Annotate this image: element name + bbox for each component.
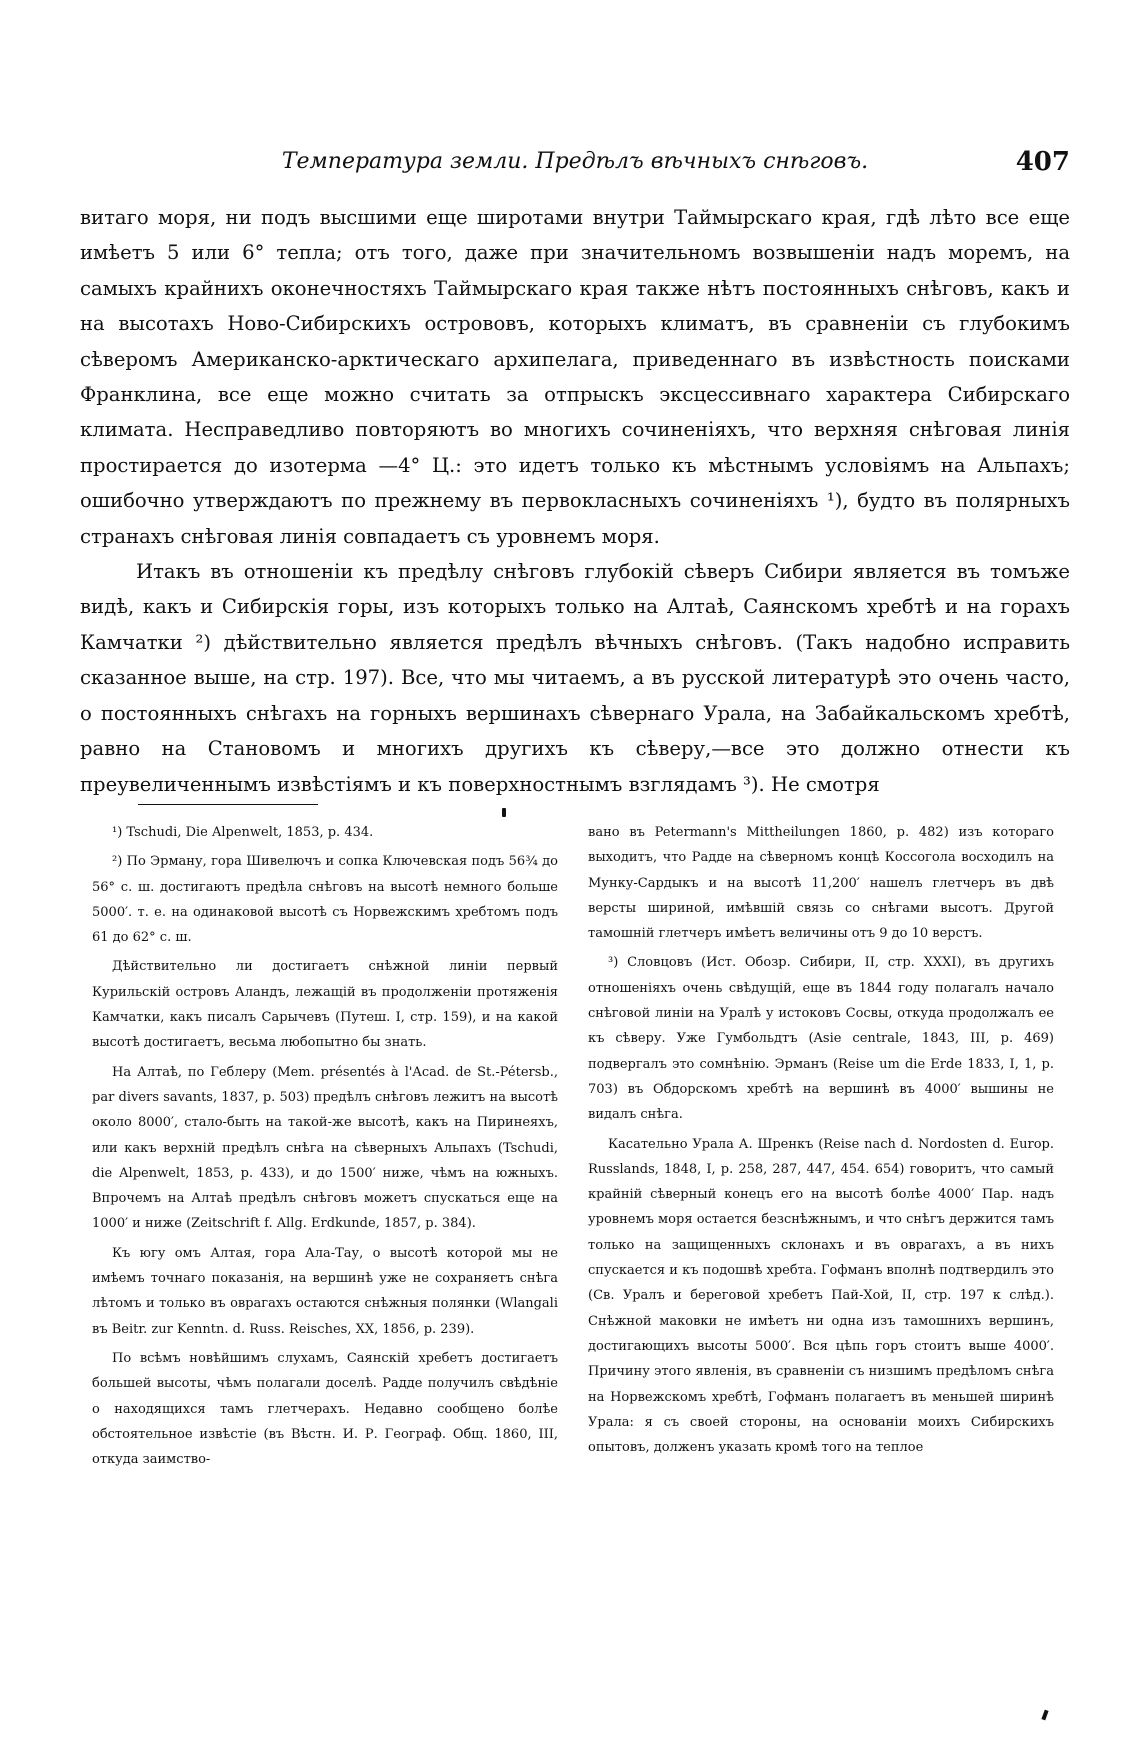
running-title: Температура земли. Предѣлъ вѣчныхъ снѣговъ. <box>281 149 869 174</box>
footnote-paragraph: По всѣмъ новѣйшимъ слухамъ, Саянскій хребетъ достигаетъ большей высоты, чѣмъ полагали доселѣ. Радде получилъ свѣдѣніе о находящихся тамъ глетчерахъ. Недавно сообщено болѣе обстоятельное извѣстіе (въ Вѣстн. И. Р. Географ. Общ. 1860, III, откуда заимство- <box>92 1350 558 1468</box>
footnote-2: ²) По Эрману, гора Шивелючъ и сопка Ключевская подъ 56¾ до 56° с. ш. достигаютъ предѣла снѣговъ на высотѣ немного больше 5000′. т. е. на одинаковой высотѣ съ Норвежскимъ хребтомъ подъ 61 до 62° с. ш. <box>92 854 558 946</box>
footnote-1: ¹) Tschudi, Die Alpenwelt, 1853, p. 434. <box>112 825 374 840</box>
footnote-3: ³) Словцовъ (Ист. Обозр. Сибири, II, стр. XXXI), въ другихъ отношеніяхъ очень свѣдущій, еще въ 1844 году полагалъ начало снѣговой линіи на Уралѣ у истоковъ Сосвы, откуда продолжалъ ее къ сѣверу. Уже Гумбольдтъ (Asie centrale, 1843, III, p. 469) подвергалъ это сомнѣнію. Эрманъ (Reise um die Erde 1833, I, 1, p. 703) въ Обдорскомъ хребтѣ на вершинѣ въ 4000′ вышины не видалъ снѣга. <box>588 955 1054 1123</box>
footnote-separator <box>138 804 318 805</box>
main-text <box>80 200 1070 802</box>
body-paragraph: Итакъ въ отношеніи къ предѣлу снѣговъ глубокій сѣверъ Сибири является въ томъже видѣ, какъ и Сибирскія горы, изъ которыхъ только на Алтаѣ, Саянскомъ хребтѣ и на горахъ Камчатки ²) дѣйствительно является предѣлъ вѣчныхъ снѣговъ. (Такъ надобно исправить сказанное выше, на стр. 197). Все, что мы читаемъ, а въ русской литературѣ это очень часто, о постоянныхъ снѣгахъ на горныхъ вершинахъ сѣвернаго Урала, на Забайкальскомъ хребтѣ, равно на Становомъ и многихъ другихъ къ сѣверу,—все это должно отнести къ преувеличеннымъ извѣстіямъ и къ поверхностнымъ взглядамъ ³). Не смотря <box>80 560 1070 796</box>
footnote-paragraph: Къ югу омъ Алтая, гора Ала-Тау, о высотѣ которой мы не имѣемъ точнаго показанія, на вершинѣ уже не сохраняетъ снѣга лѣтомъ и только въ оврагахъ остаются снѣжныя полянки (Wlangali въ Beitr. zur Kenntn. d. Russ. Reisches, XX, 1856, p. 239). <box>92 1245 558 1337</box>
body-paragraph: витаго моря, ни подъ высшими еще широтами внутри Таймырскаго края, гдѣ лѣто все еще имѣетъ 5 или 6° тепла; отъ того, даже при значительномъ возвышеніи надъ моремъ, на самыхъ крайнихъ оконечностяхъ Таймырскаго края также нѣтъ постоянныхъ снѣговъ, какъ и на высотахъ Ново-Сибирскихъ острововъ, которыхъ климатъ, въ сравненіи съ глубокимъ сѣверомъ Американско-арктическаго архипелага, приведеннаго въ извѣстность поисками Франклина, все еще можно считать за отпрыскъ эксцессивнаго характера Сибирскаго климата. Несправедливо повторяютъ во многихъ сочиненіяхъ, что верхняя снѣговая линія простирается до изотерма —4° Ц.: это идетъ только къ мѣстнымъ условіямъ на Альпахъ; ошибочно утверждаютъ по прежнему въ первокласныхъ сочиненіяхъ ¹), будто въ полярныхъ странахъ снѣговая линія совпадаетъ съ уровнемъ моря. <box>80 206 1070 548</box>
page-header <box>80 142 1070 182</box>
footnote-paragraph: Дѣйствительно ли достигаетъ снѣжной линіи первый Курильскій островъ Аландъ, лежащій въ продолженіи протяженія Камчатки, какъ писалъ Сарычевъ (Путеш. I, стр. 159), и на какой высотѣ достигаетъ, весьма любопытно бы знать. <box>92 959 558 1051</box>
footnote-paragraph: На Алтаѣ, по Геблеру (Mem. présentés à l'Acad. de St.-Pétersb., par divers savants, 1837, p. 503) предѣлъ снѣговъ лежитъ на высотѣ около 8000′, стало-быть на такой-же высотѣ, какъ на Пиринеяхъ, или какъ верхній предѣлъ снѣга на сѣверныхъ Альпахъ (Tschudi, die Alpenwelt, 1853, p. 433), и до 1500′ ниже, чѣмъ на южныхъ. Впрочемъ на Алтаѣ предѣлъ снѣговъ можетъ спускаться еще на 1000′ и ниже (Zeitschrift f. Allg. Erdkunde, 1857, p. 384). <box>92 1064 558 1232</box>
footnotes-left-column <box>92 820 558 1476</box>
footnote-paragraph: Касательно Урала А. Шренкъ (Reise nach d. Nordosten d. Europ. Russlands, 1848, I, p. 258, 287, 447, 454. 654) говоритъ, что самый крайній сѣверный конецъ его на высотѣ болѣе 4000′ Пар. надъ уровнемъ моря остается безснѣжнымъ, и что снѣгъ держится тамъ только на защищенныхъ склонахъ и въ оврагахъ, а въ нихъ спускается и къ подошвѣ хребта. Гофманъ вполнѣ подтвердилъ это (Св. Уралъ и береговой хребетъ Пай-Хой, II, стр. 197 к слѣд.). Снѣжной маковки не имѣетъ ни одна изъ тамошнихъ вершинъ, достигающихъ высоты 5000′. Вся цѣпь горъ стоитъ выше 4000′. Причину этого явленія, въ сравненіи съ низшимъ предѣломъ снѣга на Норвежскомъ хребтѣ, Гофманъ полагаетъ въ меньшей ширинѣ Урала: я съ своей стороны, на основаніи моихъ Сибирскихъ опытовъ, долженъ указать кромѣ того на теплое <box>588 1136 1054 1456</box>
page-number: 407 <box>1015 147 1070 177</box>
print-mark <box>1041 1710 1048 1721</box>
footnotes-right-column <box>588 820 1054 1464</box>
print-mark <box>502 808 506 817</box>
footnote-continuation: вано въ Petermann's Mittheilungen 1860, p. 482) изъ котораго выходитъ, что Радде на сѣверномъ концѣ Коссогола восходилъ на Мунку-Сардыкъ и на высотѣ 11,200′ нашелъ глетчеръ въ двѣ версты шириной, имѣвшій связь со снѣгами высотъ. Другой тамошній глетчеръ имѣетъ величины отъ 9 до 10 верстъ. <box>588 825 1054 942</box>
